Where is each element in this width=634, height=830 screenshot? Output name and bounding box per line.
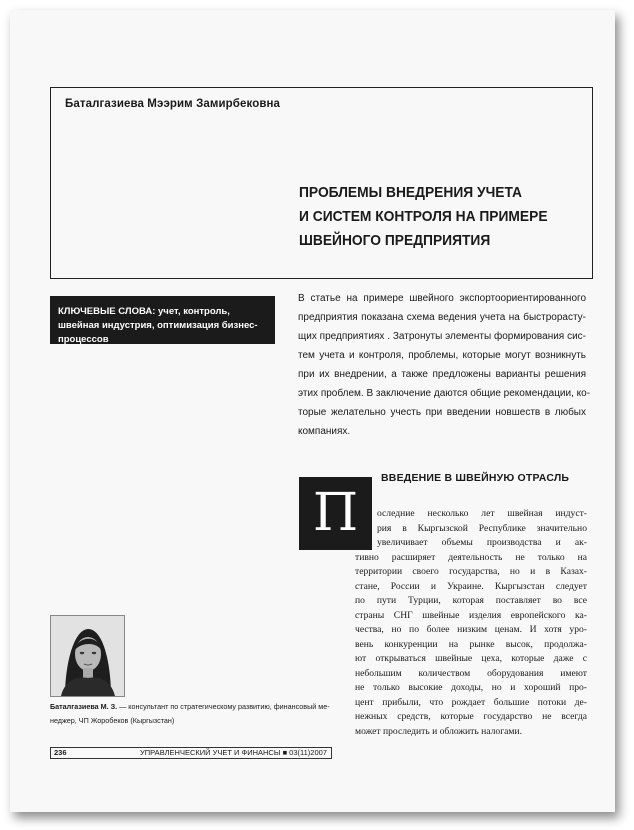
body-line: может проследить и обложить налогами.	[355, 725, 523, 737]
caption-author-name: Баталгазиева М. З.	[50, 702, 118, 711]
section-body	[355, 507, 587, 739]
author-caption	[50, 700, 340, 728]
section-heading: ВВЕДЕНИЕ В ШВЕЙНУЮ ОТРАСЛЬ	[381, 472, 570, 484]
body-line: чества, но по более низким ценам. И хотя уро-	[355, 624, 587, 635]
body-line: нежных средств, которые государство не всегда	[355, 711, 587, 722]
article-title	[299, 181, 557, 253]
title-line: ПРОБЛЕМЫ ВНЕДРЕНИЯ УЧЕТА	[299, 184, 523, 201]
drop-cap: П	[299, 477, 372, 550]
abstract-line: этих проблем. В заключение даются общие рекомендации, ко-	[298, 388, 591, 399]
body-line: страны СНГ швейные изделия европейского ка-	[355, 609, 587, 621]
body-line: по пути Турции, которая поставляет во все	[355, 595, 587, 606]
title-line: ШВЕЙНОГО ПРЕДПРИЯТИЯ	[299, 232, 491, 249]
body-line: рия в Кыргызской Республике значительно	[377, 522, 587, 534]
abstract-line: торые желательно учесть при введении новшеств в любых	[298, 407, 586, 418]
body-line: территории своего государства, но и в Казах-	[355, 566, 587, 577]
title-line: И СИСТЕМ КОНТРОЛЯ НА ПРИМЕРЕ	[299, 208, 548, 225]
abstract-line: щих предприятиях . Затронуты элементы формирования сис-	[298, 331, 586, 342]
author-name: Баталгазиева Мээрим Замирбековна	[65, 98, 281, 110]
abstract-line: предприятия показана схема ведения учета на быстрорасту-	[298, 312, 586, 323]
keywords-box: КЛЮЧЕВЫЕ СЛОВА: учет, контроль, швейная индустрия, оптимизация бизнес-процессов	[50, 296, 275, 344]
abstract-line: компаниях.	[298, 426, 351, 437]
body-line: вень конкуренции на рынке высок, продолжа-	[355, 638, 587, 650]
body-line: небольшим количеством оборудования имеют	[355, 667, 587, 679]
author-photo	[50, 615, 125, 697]
body-line: ют открываться швейные цеха, которые даже с	[355, 653, 587, 664]
journal-issue: УПРАВЛЕНЧЕСКИЙ УЧЕТ И ФИНАНСЫ ■ 03(11)2007	[140, 748, 327, 757]
article-header-box	[50, 87, 593, 279]
body-line: стане, России и Украине. Кыргызстан следует	[355, 580, 587, 592]
body-line: увеличивает объемы производства и ак-	[377, 537, 587, 548]
caption-text: — консультант по стратегическому развитию, финансовый ме-неджер, ЧП Жоробеков (Кыргызстан)	[50, 702, 330, 725]
body-line: не только высокие доходы, но и хороший про-	[355, 682, 587, 693]
body-line: тивно расширяет деятельность не только на	[355, 551, 587, 563]
page-number: 236	[54, 748, 67, 757]
abstract-line: тем учета и контроля, проблемы, которые могут возникнуть	[298, 350, 586, 361]
abstract-line: В статье на примере швейного экспортоориентированного	[298, 293, 586, 304]
body-line: оследние несколько лет швейная индуст-	[377, 508, 587, 519]
journal-page	[10, 10, 615, 812]
abstract	[298, 289, 591, 441]
author-portrait-image	[51, 616, 124, 696]
abstract-line: при их внедрении, а также предложены варианты решения	[298, 369, 586, 380]
page-footer	[50, 747, 332, 759]
body-line: цент прибыли, что рождает большие потоки де-	[355, 696, 587, 708]
